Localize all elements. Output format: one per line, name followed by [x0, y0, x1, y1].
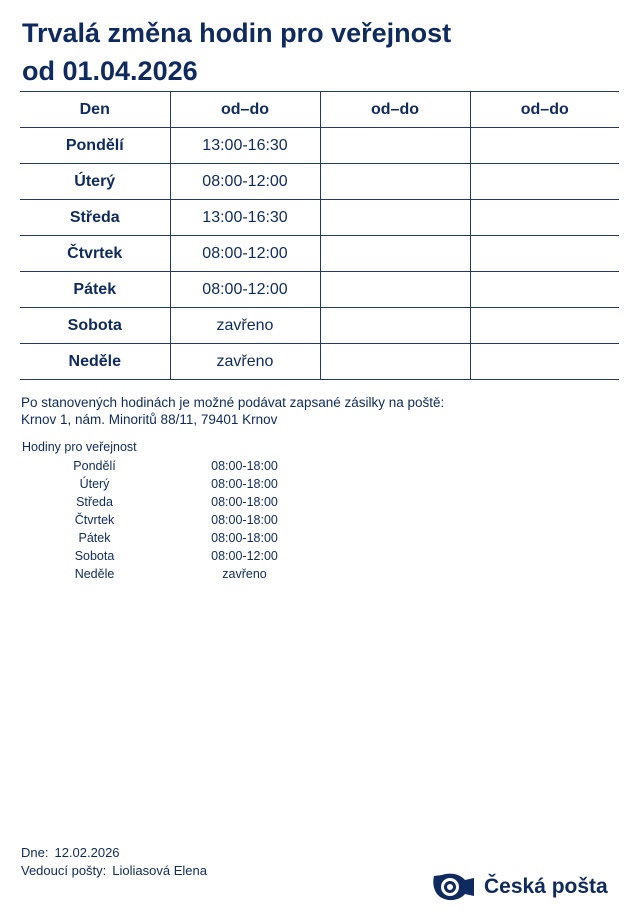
public-time: 08:00-12:00: [211, 549, 278, 563]
table-row: [20, 200, 619, 236]
row-day: Čtvrtek: [20, 236, 170, 272]
row-slot-2: [320, 236, 470, 272]
footer-info: [21, 844, 207, 880]
row-slot-3: [470, 272, 619, 308]
footer-date: [21, 844, 207, 862]
row-slot-2: [320, 344, 470, 380]
row-slot-1: 08:00-12:00: [170, 236, 320, 272]
notice-title: [22, 14, 451, 90]
footer-manager: [21, 862, 207, 880]
title-line-2: od 01.04.2026: [22, 56, 198, 86]
row-day: Sobota: [20, 308, 170, 344]
public-time: 08:00-18:00: [211, 495, 278, 509]
public-hours-section: [22, 439, 322, 583]
list-item: [22, 457, 322, 475]
row-day: Středa: [20, 200, 170, 236]
row-slot-1: 08:00-12:00: [170, 164, 320, 200]
table-row: [20, 128, 619, 164]
list-item: [22, 475, 322, 493]
row-slot-2: [320, 164, 470, 200]
row-day: Neděle: [20, 344, 170, 380]
public-time: zavřeno: [222, 567, 267, 581]
public-hours-table: [22, 457, 322, 583]
list-item: [22, 493, 322, 511]
public-hours-heading: Hodiny pro veřejnost: [22, 440, 137, 454]
header-slot-3: od–do: [470, 92, 619, 128]
row-slot-3: [470, 164, 619, 200]
row-slot-2: [320, 200, 470, 236]
posthorn-icon: [430, 872, 478, 902]
public-time: 08:00-18:00: [211, 513, 278, 527]
public-day: Neděle: [74, 567, 115, 581]
row-slot-2: [320, 272, 470, 308]
row-day: Pondělí: [20, 128, 170, 164]
row-slot-1: 08:00-12:00: [170, 272, 320, 308]
row-slot-1: zavřeno: [170, 308, 320, 344]
row-slot-3: [470, 200, 619, 236]
public-time: 08:00-18:00: [211, 459, 278, 473]
note-line-1: Po stanovených hodinách je možné podávat zapsané zásilky na poště:: [21, 395, 445, 410]
list-item: [22, 565, 322, 583]
public-day: Pondělí: [73, 459, 116, 473]
row-day: Úterý: [20, 164, 170, 200]
changed-hours-table: [20, 91, 619, 380]
row-slot-2: [320, 308, 470, 344]
table-row: [20, 236, 619, 272]
list-item: [22, 529, 322, 547]
list-item: [22, 547, 322, 565]
row-slot-3: [470, 236, 619, 272]
row-slot-3: [470, 128, 619, 164]
note-line-2: Krnov 1, nám. Minoritů 88/11, 79401 Krnov: [21, 412, 278, 427]
row-slot-1: 13:00-16:30: [170, 200, 320, 236]
row-slot-1: 13:00-16:30: [170, 128, 320, 164]
public-day: Středa: [76, 495, 113, 509]
header-slot-2: od–do: [320, 92, 470, 128]
header-slot-1: od–do: [170, 92, 320, 128]
brand-name: Česká pošta: [484, 875, 608, 898]
table-row: [20, 344, 619, 380]
row-slot-2: [320, 128, 470, 164]
public-day: Pátek: [78, 531, 111, 545]
public-day: Úterý: [79, 477, 110, 491]
list-item: [22, 511, 322, 529]
date-label: Dne:: [21, 845, 49, 860]
row-slot-3: [470, 344, 619, 380]
public-day: Sobota: [74, 549, 115, 563]
header-day: Den: [20, 92, 170, 128]
public-time: 08:00-18:00: [211, 477, 278, 491]
table-header-row: [20, 92, 619, 128]
public-day: Čtvrtek: [74, 513, 115, 527]
table-row: [20, 308, 619, 344]
manager-label: Vedoucí pošty:: [21, 863, 107, 878]
after-hours-note: [21, 394, 444, 428]
public-time: 08:00-18:00: [211, 531, 278, 545]
table-row: [20, 272, 619, 308]
row-slot-1: zavřeno: [170, 344, 320, 380]
row-slot-3: [470, 308, 619, 344]
ceska-posta-logo: [430, 872, 608, 902]
table-row: [20, 164, 619, 200]
date-value: 12.02.2026: [54, 845, 120, 860]
row-day: Pátek: [20, 272, 170, 308]
title-line-1: Trvalá změna hodin pro veřejnost: [22, 18, 452, 48]
manager-value: Lioliasová Elena: [112, 863, 207, 878]
